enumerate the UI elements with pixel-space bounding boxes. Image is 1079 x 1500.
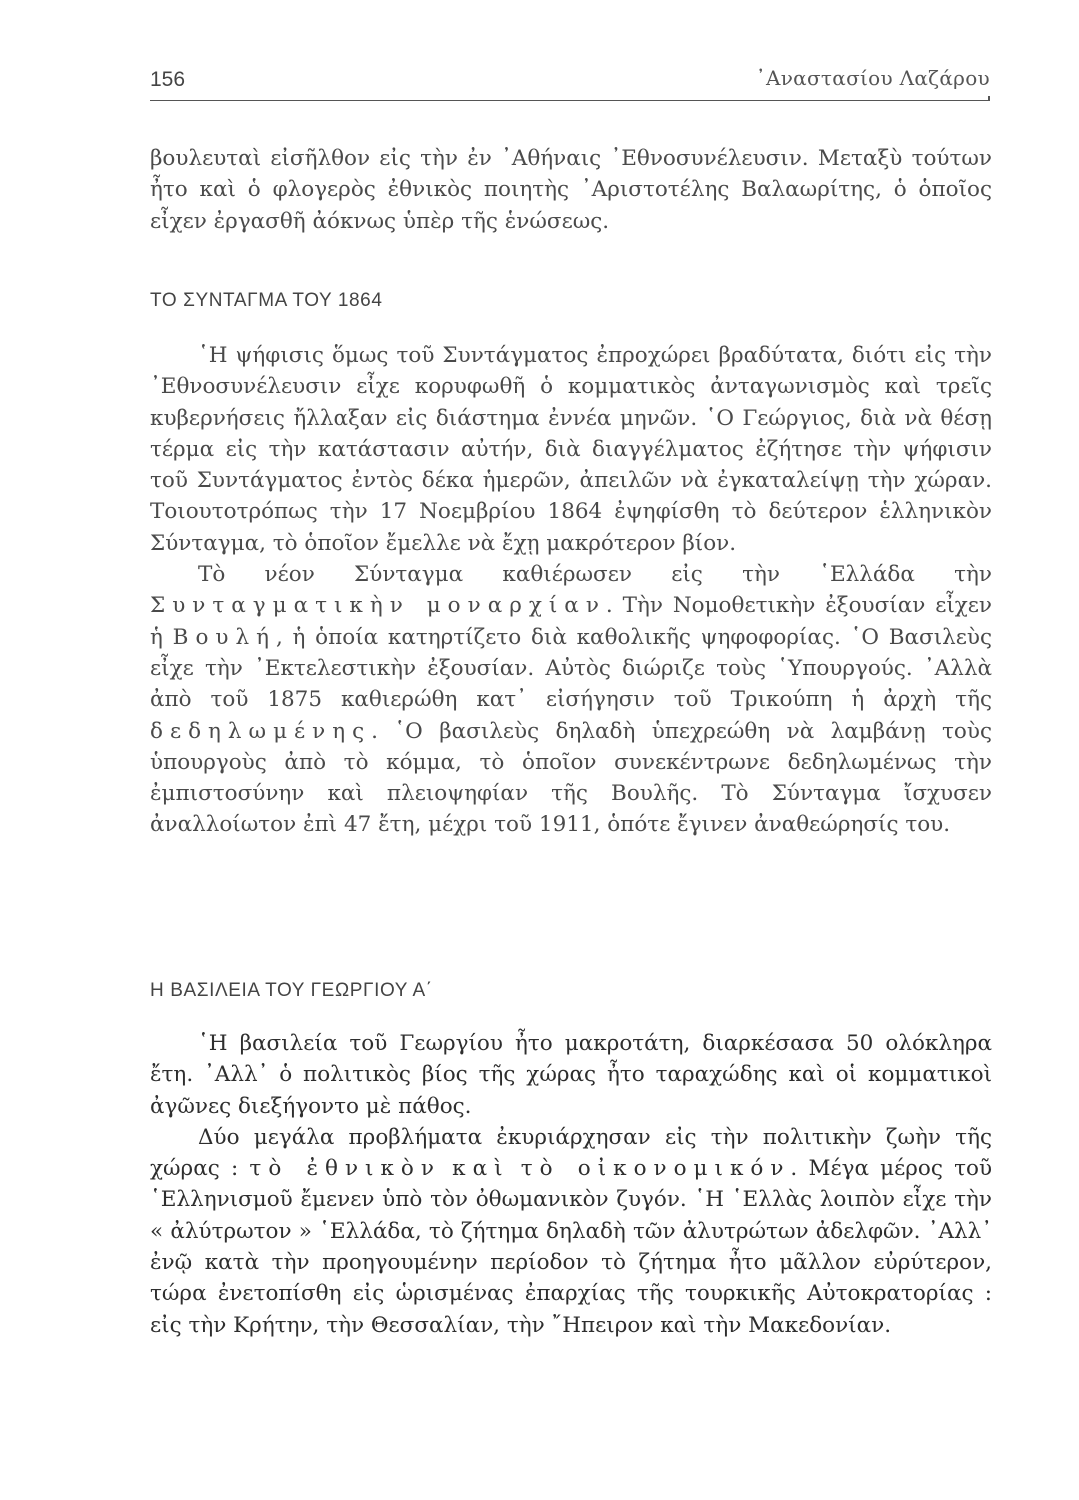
reign-p2-space-1 xyxy=(441,1156,452,1181)
page-number: 156 xyxy=(150,68,186,91)
intro-paragraph: βουλευταὶ εἰσῆλθον εἰς τὴν ἐν ᾿Αθήναις ᾿Εθνοσυνέλευσιν. Μεταξὺ τούτων ἦτο καὶ ὁ φλογερὸς ἐθνικὸς ποιητὴς ᾿Αριστοτέλης Βαλαωρίτης, ὁ ὁποῖος εἶχεν ἐργασθῆ ἀόκνως ὑπὲρ τῆς ἑνώσεως. xyxy=(150,146,992,234)
section-heading-constitution-1864: ΤΟ ΣΥΝΤΑΓΜΑ ΤΟΥ 1864 xyxy=(150,290,383,311)
constitution-p2-text-c: . Τὴν Νομοθετικὴν ἐξουσίαν εἶχεν ἡ xyxy=(150,593,992,650)
reign-p2-text-g: . Μέγα μέρος τοῦ ῾Ελληνισμοῦ ἔμενεν ὑπὸ τὸν ὀθωμανικὸν ζυγόν. ῾Η ῾Ελλὰς λοιπὸν εἶχε τὴν « ἀλύτρωτον » ῾Ελλάδα, τὸ ζήτημα δηλαδὴ τῶν ἀλυτρώτων ἀδελφῶν. ᾿Αλλ᾿ ἐνῷ κατὰ τὴν προηγουμένην περίοδον τὸ ζήτημα ἦτο μᾶλλον εὐρύτερον, τώρα ἐνετοπίσθη εἰς ὡρισμένας ἐπαρχίας τῆς τουρκικῆς Αὐτοκρατορίας : εἰς τὴν Κρήτην, τὴν Θεσσαλίαν, τὴν ῎Ηπειρον καὶ τὴν Μακεδονίαν. xyxy=(150,1156,993,1338)
header-rule-end xyxy=(988,96,990,101)
emphasis-declared-confidence: δεδηλωμένης xyxy=(150,718,372,744)
section-heading-reign-of-george: Η ΒΑΣΙΛΕΙΑ ΤΟΥ ΓΕΩΡΓΙΟΥ Α΄ xyxy=(150,980,433,1001)
page-header xyxy=(150,64,990,100)
reign-p2-text-a: Δύο μεγάλα προβλήματα ἐκυριάρχησαν εἰς τὴν πολιτικὴν ζωὴν τῆς χώρας : xyxy=(150,1124,992,1182)
reign-paragraph-2 xyxy=(150,1122,992,1341)
reign-p2-space-2 xyxy=(510,1156,521,1181)
emphasis-constitutional-monarchy: Συνταγματικὴν μοναρχίαν xyxy=(150,593,606,619)
emphasis-and: καὶ xyxy=(452,1156,510,1182)
constitution-paragraph-2 xyxy=(150,559,992,841)
constitution-paragraph-1: ῾Η ψήφισις ὅμως τοῦ Συντάγματος ἐπροχώρει βραδύτατα, διότι εἰς τὴν ᾿Εθνοσυνέλευσιν εἶχε κορυφωθῆ ὁ κομματικὸς ἀνταγωνισμὸς καὶ τρεῖς κυβερνήσεις ἤλλαξαν εἰς διάστημα ἐννέα μηνῶν. ῾Ο Γεώργιος, διὰ νὰ θέσῃ τέρμα εἰς τὴν κατάστασιν αὐτήν, διὰ διαγγέλματος ἐζήτησε τὴν ψήφισιν τοῦ Συντάγματος ἐντὸς δέκα ἡμερῶν, ἀπειλῶν νὰ ἐγκαταλείψῃ τὴν χώραν. Τοιουτοτρόπως τὴν 17 Νοεμβρίου 1864 ἐψηφίσθη τὸ δεύτερον ἑλληνικὸν Σύνταγμα, τὸ ὁποῖον ἔμελλε νὰ ἔχῃ μακρότερον βίον. xyxy=(150,343,992,556)
emphasis-economic-issue: τὸ οἰκονομικόν xyxy=(520,1156,791,1182)
running-head-author: ᾿Αναστασίου Λαζάρου xyxy=(755,66,990,90)
intro-text-block xyxy=(150,143,992,237)
reign-paragraph-1: ῾Η βασιλεία τοῦ Γεωργίου ἦτο μακροτάτη, διαρκέσασα 50 ολόκληρα ἔτη. ᾿Αλλ᾿ ὁ πολιτικὸς βίος τῆς χώρας ἦτο ταραχώδης καὶ οἱ κομματικοὶ ἀγῶνες διεξήγοντο μὲ πάθος. xyxy=(150,1031,992,1119)
constitution-p2-text-e: , ἡ ὁποία κατηρτίζετο διὰ καθολικῆς ψηφοφορίας. ῾Ο Βασιλεὺς εἶχε τὴν ᾿Εκτελεστικὴν ἐξουσίαν. Αὐτὸς διώριζε τοὺς ῾Υπουργούς. ᾿Αλλὰ ἀπὸ τοῦ 1875 καθιερώθη κατ᾿ εἰσήγησιν τοῦ Τρικούπη ἡ ἀρχὴ τῆς xyxy=(150,624,993,713)
constitution-p2-text-g: . ῾Ο βασιλεὺς δηλαδὴ ὑπεχρεώθη νὰ λαμβάνῃ τοὺς ὑπουργοὺς ἀπὸ τὸ κόμμα, τὸ ὁποῖον συνεκέντρωνε δεδηλωμένως τὴν ἐμπιστοσύνην καὶ πλειοψηφίαν τῆς Βουλῆς. Τὸ Σύνταγμα ἴσχυσεν ἀναλλοίωτον ἐπὶ 47 ἔτη, μέχρι τοῦ 1911, ὁπότε ἔγινεν ἀναθεώρησίς του. xyxy=(150,718,992,838)
emphasis-national-issue: τὸ ἐθνικὸν xyxy=(249,1156,441,1182)
reign-of-george-text-block xyxy=(150,1028,992,1341)
emphasis-parliament: Βουλή xyxy=(172,624,276,650)
constitution-p2-text-a: Τὸ νέον Σύνταγμα καθιέρωσεν εἰς τὴν ῾Ελλάδα τὴν xyxy=(198,562,992,588)
header-rule xyxy=(150,100,990,101)
constitution-1864-text-block xyxy=(150,340,992,841)
